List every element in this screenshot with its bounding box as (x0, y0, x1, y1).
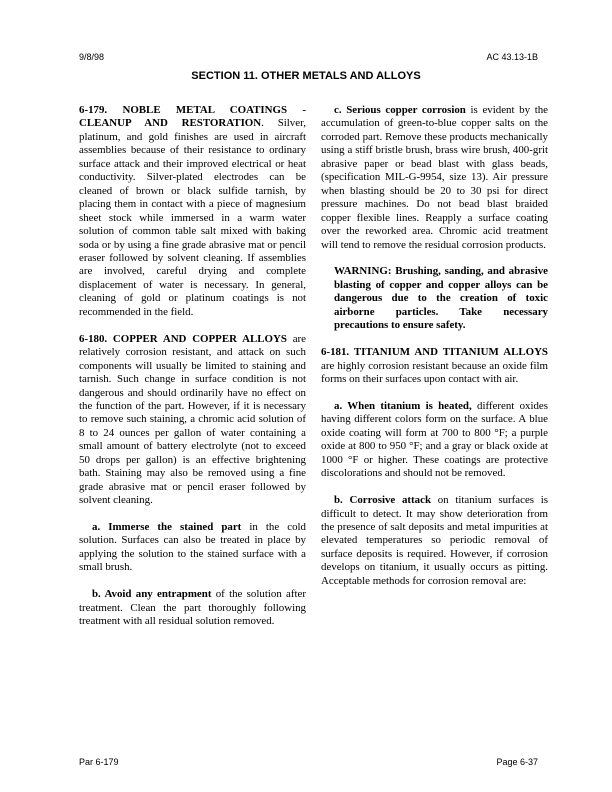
right-column (321, 104, 548, 602)
paragraph-heading: 6-181. TITANIUM AND TITANIUM ALLOYS (321, 346, 548, 359)
warning-note: WARNING: Brushing, sanding, and abrasive blasting of copper and copper alloys can be dangerous due to the creation of toxic airborne particles. Take necessary precautions to ensure safety. (334, 265, 548, 332)
paragraph-6-181 (321, 346, 548, 386)
paragraph-heading: 6-180. COPPER AND COPPER ALLOYS (79, 332, 287, 345)
footer-paragraph-ref: Par 6-179 (79, 757, 119, 767)
subparagraph-label: b. Corrosive attack (334, 494, 432, 507)
paragraph-6-180-c (321, 104, 548, 252)
subparagraph-label: b. Avoid any entrapment (92, 588, 212, 601)
header-date: 9/8/98 (79, 52, 105, 62)
paragraph-body: are relatively corrosion resistant, and attack on such components will usually be limited to staining and tarnish. Such change in surface condition is not dangerous and should ordinarily have no effect on the function of the part. However, if it is necessary to remove such staining, a chromic acid solution of 8 to 24 ounces per gallon of water containing a small amount of battery electrolyte (not to exceed 50 drops per gallon) is an effective brightening bath. Staining may also be removed using a fine grade abrasive mat or pencil eraser followed by solvent cleaning. (79, 332, 306, 507)
footer-page-number: Page 6-37 (496, 757, 538, 767)
left-column (79, 104, 306, 642)
subparagraph-label: a. Immerse the stained part (92, 521, 242, 534)
paragraph-6-180 (79, 333, 306, 508)
paragraph-body: . Silver, platinum, and gold finishes are used in aircraft assemblies because of their resistance to ordinary surface attack and their improved electrical or heat conductivity. Silver-plated electrodes can be cleaned of brown or black sulfide tarnish, by placing them in contact with a piece of magnesium sheet stock while immersed in a warm water solution of common table salt mixed with baking soda or by using a fine grade abrasive mat or pencil eraser followed by solvent cleaning. If assemblies are involved, careful drying and complete displacement of water is necessary. In general, cleaning of gold or platinum coatings is not recommended in the field. (79, 117, 306, 318)
subparagraph-body: on titanium surfaces is difficult to detect. It may show deterioration from the presence of salt deposits and metal impurities at elevated temperatures so periodic removal of surface deposits is required. However, if corrosion develops on titanium, it usually occurs as pitting. Acceptable methods for corrosion removal are: (321, 494, 548, 587)
subparagraph-body: in the cold solution. Surfaces can also be treated in place by applying the solution to the stained surface with a small brush. (79, 521, 306, 574)
subparagraph-body: is evident by the accumulation of green-to-blue copper salts on the corroded part. Remove these products mechanically using a stiff bristle brush, brass wire brush, 400-grit abrasive paper or bead blast with glass beads, (specification MIL-G-9954, size 13). Air pressure when blasting should be 20 to 30 psi for direct pressure machines. Do not bead blast braided copper flexible lines. Reapply a surface coating over the reworked area. Chromic acid treatment will tend to remove the residual corrosion products. (321, 104, 549, 251)
paragraph-6-179 (79, 104, 306, 319)
subparagraph-label: c. Serious copper corrosion (334, 104, 466, 116)
subparagraph-body: different oxides having different colors form on the surface. A blue oxide coating will form at 700 to 800 °F; a purple oxide at 800 to 950 °F; and a gray or black oxide at 1000 °F or higher. These coatings are protective discolorations and should not be removed. (321, 399, 549, 480)
paragraph-heading: 6-179. NOBLE METAL COATINGS - CLEANUP AND RESTORATION (79, 104, 306, 130)
subparagraph-label: a. When titanium is heated, (334, 399, 472, 412)
header-document-id: AC 43.13-1B (486, 52, 538, 62)
subparagraph-body: of the solution after treatment. Clean the part thoroughly following treatment with all residual solution removed. (79, 588, 307, 628)
paragraph-6-180-a (79, 521, 306, 575)
section-title: SECTION 11. OTHER METALS AND ALLOYS (191, 70, 421, 82)
paragraph-body: are highly corrosion resistant because an oxide film forms on their surfaces upon contact with air. (321, 359, 548, 386)
paragraph-6-181-a (321, 400, 548, 481)
paragraph-6-181-b (321, 494, 548, 588)
paragraph-6-180-b (79, 588, 306, 628)
